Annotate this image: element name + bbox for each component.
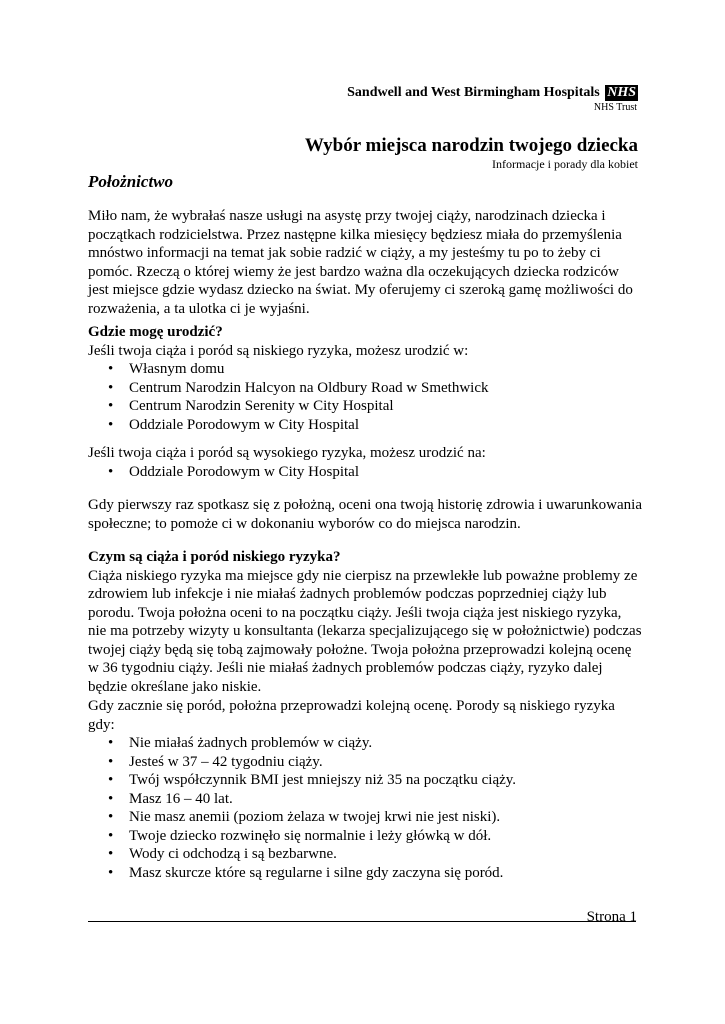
list-item: • Twój współczynnik BMI jest mniejszy niż 35 na początku ciąży. bbox=[88, 771, 643, 790]
footer-divider bbox=[88, 921, 636, 922]
nhs-logo: NHS bbox=[607, 85, 636, 100]
list-item: • Oddziale Porodowym w City Hospital bbox=[88, 463, 643, 482]
list-item: • Jesteś w 37 – 42 tygodniu ciąży. bbox=[88, 753, 643, 772]
page-number: Strona 1 bbox=[586, 909, 637, 925]
low-risk-heading: Czym są ciąża i poród niskiego ryzyka? bbox=[88, 549, 341, 565]
labour-intro: Gdy zacznie się poród, położna przeprowadzi kolejną ocenę. Porody są niskiego ryzyka gdy: bbox=[88, 698, 615, 733]
low-risk-places-list bbox=[88, 360, 643, 434]
document-title: Wybór miejsca narodzin twojego dziecka bbox=[304, 135, 638, 156]
intro-paragraph: Miło nam, że wybrałaś nasze usługi na asystę przy twojej ciąży, narodzinach dziecka i początkach rodzicielstwa. Przez następne kilka miesięcy będziesz miała do przemyślenia mnóstwo informacji na temat jak sobie radzić w ciąży, a my jesteśmy tu po to żeby ci pomóc. Rzeczą o której wiemy że jest bardzo ważna dla oczekujących dziecka rodziców jest miejsce gdzie wydasz dziecko na świat. My oferujemy ci szeroką gamę możliwości do rozważenia, a ta ulotka ci je wyjaśni. bbox=[88, 208, 633, 317]
where-section bbox=[88, 323, 643, 434]
labour-criteria-list bbox=[88, 734, 643, 882]
list-item: • Centrum Narodzin Halcyon na Oldbury Road w Smethwick bbox=[88, 379, 643, 398]
midwife-paragraph: Gdy pierwszy raz spotkasz się z położną, oceni ona twoją historię zdrowia i uwarunkowania społeczne; to pomoże ci w dokonaniu wyborów co do miejsca narodzin. bbox=[88, 497, 642, 532]
list-item: • Masz skurcze które są regularne i silne gdy zaczyna się poród. bbox=[88, 864, 643, 883]
list-item: • Wody ci odchodzą i są bezbarwne. bbox=[88, 845, 643, 864]
trust-label: NHS Trust bbox=[593, 102, 637, 113]
organization-name: Sandwell and West Birmingham Hospitals bbox=[347, 85, 600, 100]
section-title: Położnictwo bbox=[88, 172, 174, 191]
list-item: • Centrum Narodzin Serenity w City Hospital bbox=[88, 397, 643, 416]
high-risk-intro: Jeśli twoja ciąża i poród są wysokiego ryzyka, możesz urodzić na: bbox=[88, 445, 486, 461]
low-risk-intro: Jeśli twoja ciąża i poród są niskiego ryzyka, możesz urodzić w: bbox=[88, 342, 469, 359]
list-item: • Własnym domu bbox=[88, 360, 643, 379]
document-subtitle: Informacje i porady dla kobiet bbox=[492, 157, 638, 171]
labour-section bbox=[88, 697, 643, 882]
list-item: • Masz 16 – 40 lat. bbox=[88, 790, 643, 809]
list-item: • Nie masz anemii (poziom żelaza w twojej krwi nie jest niski). bbox=[88, 808, 643, 827]
list-item: • Twoje dziecko rozwinęło się normalnie i leży główką w dół. bbox=[88, 827, 643, 846]
organization-header bbox=[347, 84, 638, 102]
high-risk-section bbox=[88, 444, 643, 481]
low-risk-paragraph: Ciąża niskiego ryzyka ma miejsce gdy nie cierpisz na przewlekłe lub poważne problemy ze zdrowiem lub infekcje i nie miałaś żadnych problemów podczas poprzedniej ciąży lub porodu. Twoja położna oceni to na początku ciąży. Jeśli twoja ciąża jest niskiego ryzyka, nie ma potrzeby wizyty u konsultanta (lekarza specjalizującego się w położnictwie) podczas twojej ciąży będą się tobą zajmowały położne. Twoja położna przeprowadzi kolejną ocenę w 36 tygodniu ciąży. Jeśli nie miałaś żadnych problemów podczas ciąży, ryzyko dalej będzie określane jako niskie. bbox=[88, 567, 642, 695]
list-item: • Oddziale Porodowym w City Hospital bbox=[88, 416, 643, 435]
high-risk-places-list bbox=[88, 463, 643, 482]
low-risk-section bbox=[88, 548, 643, 696]
where-heading: Gdzie mogę urodzić? bbox=[88, 324, 223, 340]
list-item: • Nie miałaś żadnych problemów w ciąży. bbox=[88, 734, 643, 753]
